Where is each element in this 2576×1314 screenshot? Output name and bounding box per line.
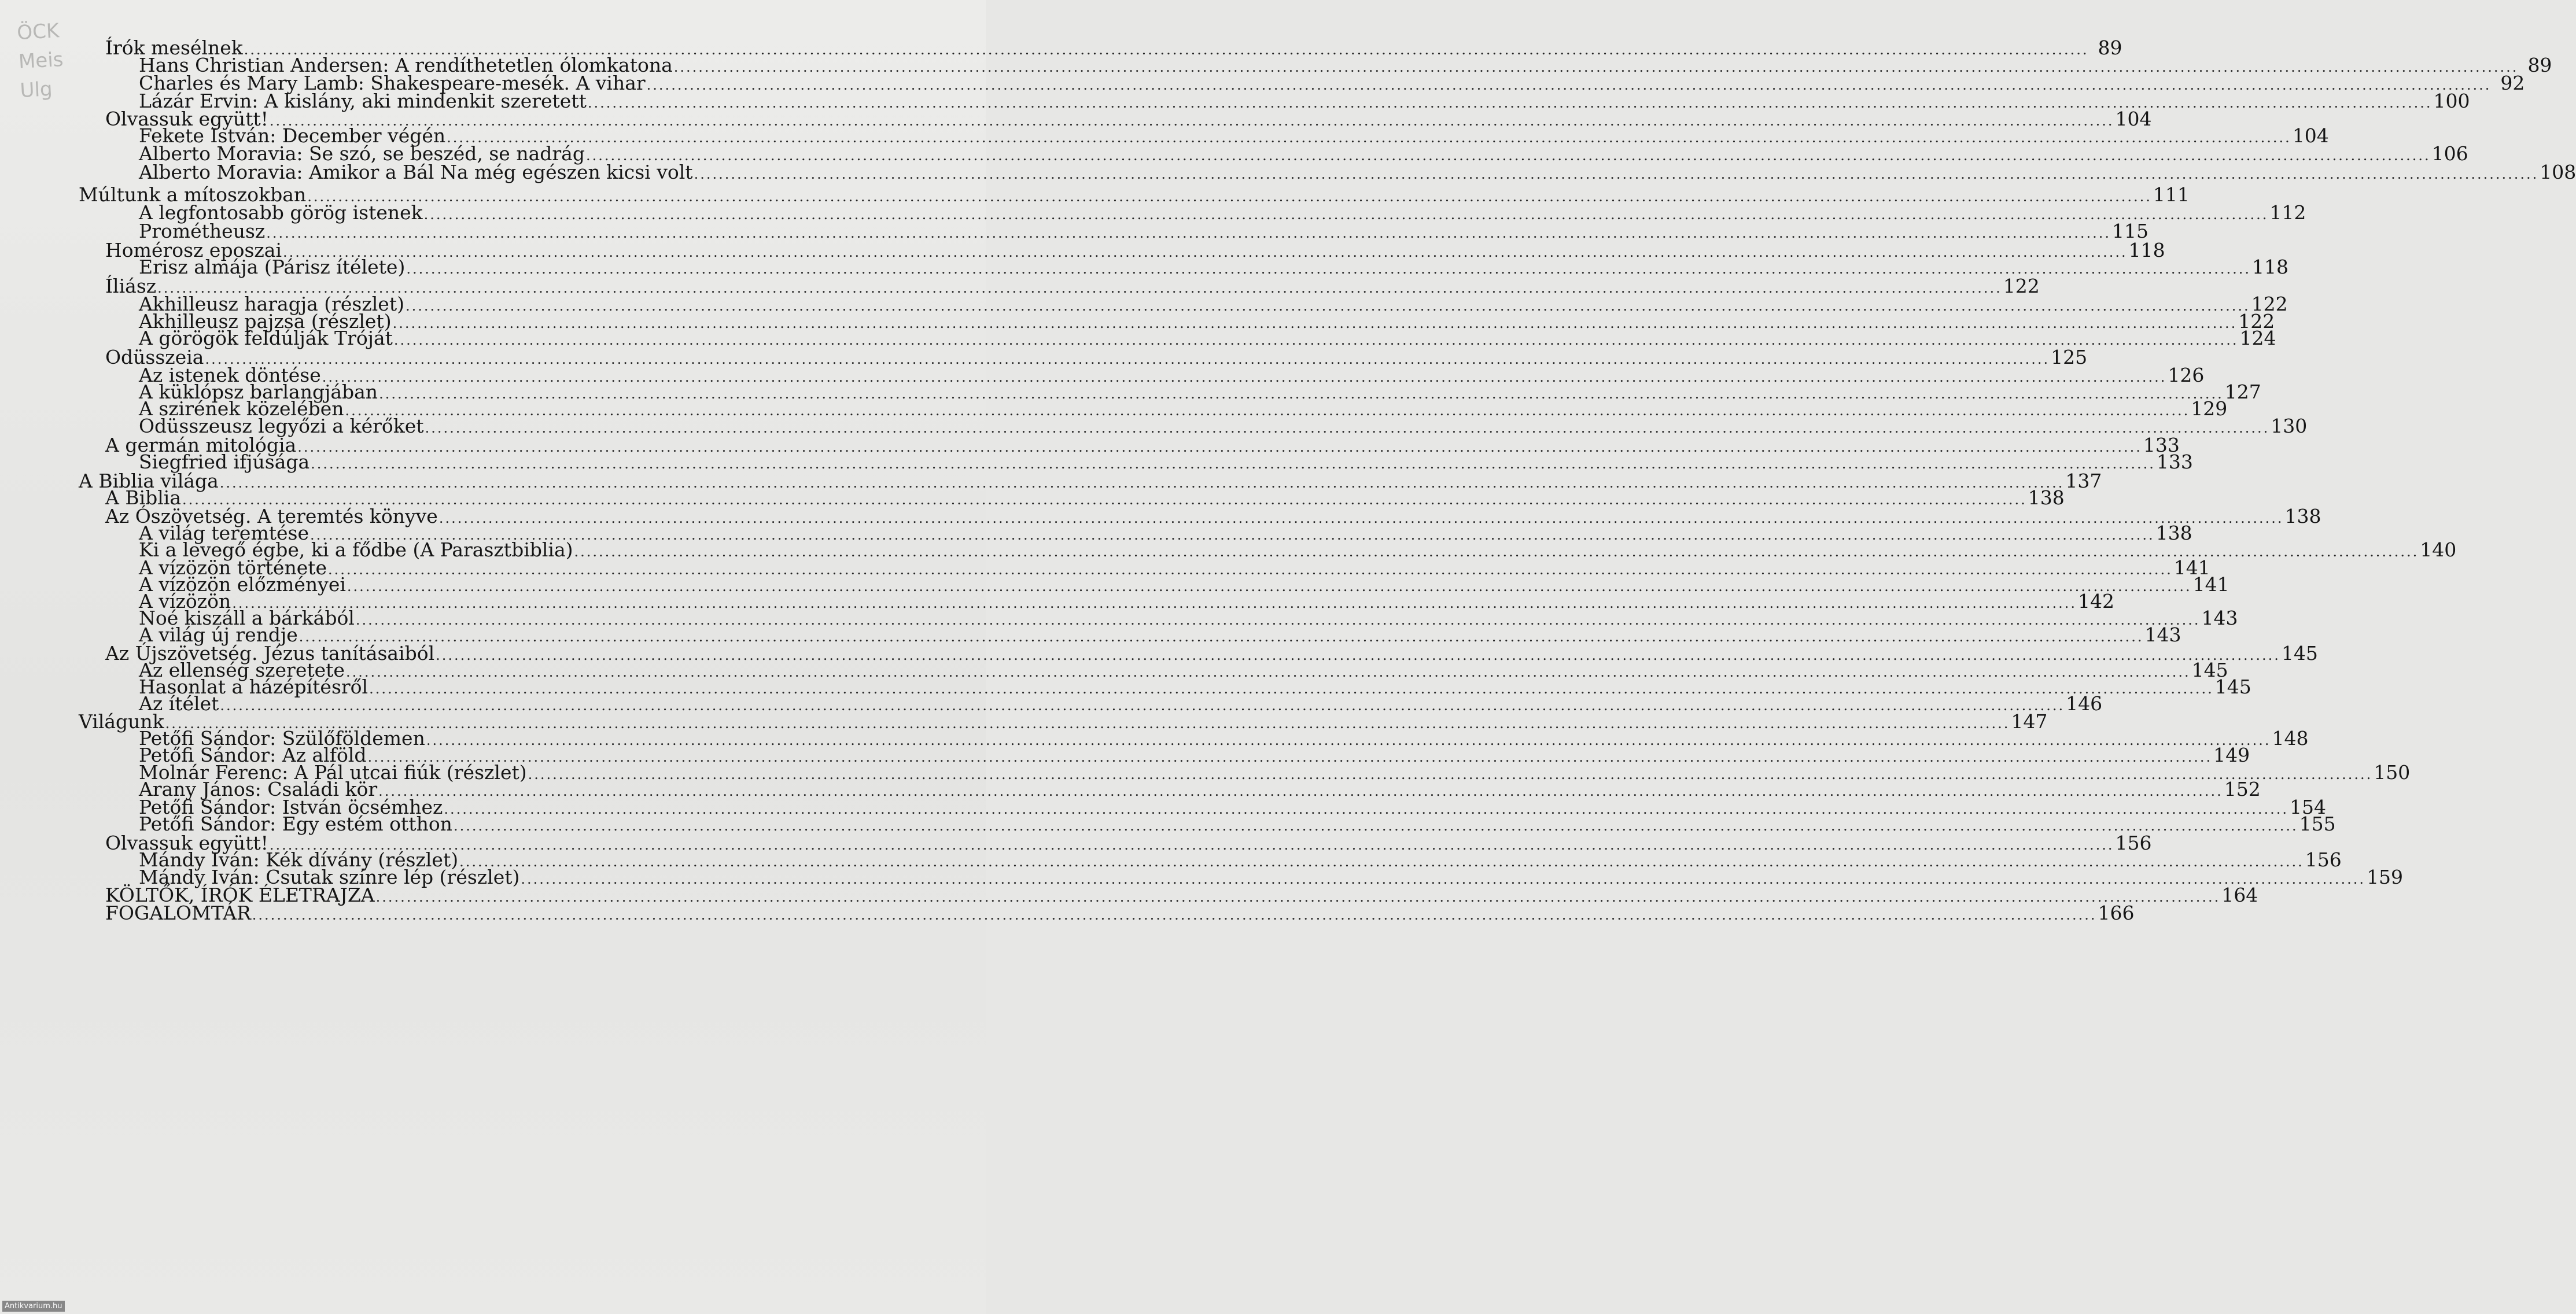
dot-leader: ............................................................................................................................................................................................................................................................................................................ [310, 526, 2155, 543]
dot-leader: ............................................................................................................................................................................................................................................................................................................ [378, 783, 2223, 799]
dot-leader: ............................................................................................................................................................................................................................................................................................................ [367, 749, 2213, 766]
toc-entry-title: Íliász [105, 275, 157, 298]
dot-leader: ............................................................................................................................................................................................................................................................................................................ [587, 94, 2433, 111]
dot-leader: ............................................................................................................................................................................................................................................................................................................ [392, 315, 2238, 331]
toc-entry [139, 160, 2576, 184]
toc-entry-page: 166 [2098, 901, 2135, 924]
toc-entry-title: Noé kiszáll a bárkából [139, 607, 355, 630]
toc-entry-title: Az ítélet [139, 692, 219, 715]
toc-entry-title: Charles és Mary Lamb: Shakespeare-mesék. A vihar [139, 71, 646, 94]
toc-entry-title: Molnár Ferenc: A Pál utcai fiúk (részlet) [139, 761, 527, 784]
toc-entry-page: 104 [2115, 108, 2152, 131]
toc-entry-page: 133 [2143, 433, 2180, 456]
dot-leader: ............................................................................................................................................................................................................................................................................................................ [347, 578, 2192, 595]
dot-leader: ............................................................................................................................................................................................................................................................................................................ [426, 732, 2271, 749]
toc-entry-title: A Biblia [105, 486, 182, 510]
toc-entry-title: Olvassuk együtt! [105, 832, 268, 855]
dot-leader: ............................................................................................................................................................................................................................................................................................................ [444, 800, 2289, 817]
toc-entry-title: Írók mesélnek [105, 36, 243, 60]
watermark: Antikvarium.hu [2, 1301, 65, 1312]
dot-leader: ............................................................................................................................................................................................................................................................................................................ [157, 280, 2002, 297]
dot-leader: ............................................................................................................................................................................................................................................................................................................ [574, 543, 2419, 560]
toc-entry-page: 154 [2290, 795, 2327, 818]
toc-entry-title: Alberto Moravia: Se szó, se beszéd, se nadrág [139, 142, 585, 165]
toc-entry-title: Az Ószövetség. A teremtés könyve [105, 504, 438, 527]
toc-entry-page: 143 [2144, 623, 2181, 647]
toc-entry-title: Múltunk a mítoszokban [79, 183, 307, 206]
toc-entry-title: KÖLTŐK, ÍRÓK ÉLETRAJZA [105, 883, 375, 906]
toc-entry-page: 149 [2213, 744, 2250, 767]
toc-entry-page: 126 [2168, 364, 2205, 387]
toc-entry-title: Akhilleusz pajzsa (részlet) [139, 309, 392, 333]
toc-entry-title: Prométheusz [139, 219, 266, 242]
toc-entry-title: Petőfi Sándor: István öcsémhez [139, 795, 443, 818]
dot-leader: ............................................................................................................................................................................................................................................................................................................ [266, 224, 2111, 241]
toc-entry-title: A küklópsz barlangjában [139, 381, 378, 404]
toc-entry-page: 147 [2011, 710, 2048, 733]
toc-entry-page: 112 [2269, 201, 2306, 224]
toc-entry-title: A germán mitológia [105, 433, 297, 456]
toc-entry-page: 145 [2214, 675, 2251, 698]
dot-leader: ............................................................................................................................................................................................................................................................................................................ [453, 818, 2298, 834]
toc-entry-page: 146 [2066, 692, 2103, 715]
toc-entry-page: 89 [2098, 36, 2122, 60]
dot-leader: ............................................................................................................................................................................................................................................................................................................ [244, 42, 2089, 58]
dot-leader: ............................................................................................................................................................................................................................................................................................................ [283, 243, 2128, 260]
toc-entry-page: 145 [2191, 658, 2228, 681]
dot-leader: ............................................................................................................................................................................................................................................................................................................ [165, 715, 2010, 732]
toc-entry-page: 130 [2271, 414, 2308, 437]
toc-entry-page: 138 [2284, 504, 2321, 527]
toc-entry-page: 100 [2433, 89, 2470, 112]
toc-entry-page: 125 [2051, 345, 2088, 368]
toc-entry-title: A Biblia világa [79, 470, 219, 493]
toc-entry-page: 122 [2238, 309, 2275, 333]
dot-leader: ............................................................................................................................................................................................................................................................................................................ [585, 147, 2431, 164]
dot-leader: ............................................................................................................................................................................................................................................................................................................ [447, 130, 2291, 146]
toc-entry-page: 137 [2065, 470, 2102, 493]
toc-entry-title: Világunk [79, 710, 164, 733]
toc-entry-page: 127 [2224, 381, 2261, 404]
toc-entry-title: A vízözön [139, 590, 231, 613]
toc-entry-title: Siegfried ifjúsága [139, 450, 310, 473]
dot-leader: ............................................................................................................................................................................................................................................................................................................ [528, 766, 2373, 783]
toc-entry-page: 143 [2201, 607, 2238, 630]
toc-entry-page: 142 [2077, 590, 2114, 613]
toc-entry-title: A szirének közelében [139, 397, 344, 420]
dot-leader: ............................................................................................................................................................................................................................................................................................................ [297, 438, 2142, 455]
toc-entry-title: Lázár Ervin: A kislány, aki mindenkit szeretett [139, 89, 587, 112]
dot-leader: ............................................................................................................................................................................................................................................................................................................ [345, 663, 2191, 680]
toc-entry-page: 89 [2527, 53, 2552, 76]
dot-leader: ............................................................................................................................................................................................................................................................................................................ [182, 492, 2027, 508]
dot-leader: ............................................................................................................................................................................................................................................................................................................ [252, 906, 2097, 923]
toc-entry-title: Petőfi Sándor: Szülőföldemen [139, 727, 425, 750]
toc-entry-page: 129 [2191, 397, 2228, 420]
dot-leader: ............................................................................................................................................................................................................................................................................................................ [438, 510, 2284, 526]
pencil-annotation: ÖCK Meis Ulg [16, 19, 64, 102]
toc-entry-page: 140 [2420, 538, 2457, 561]
dot-leader: ............................................................................................................................................................................................................................................................................................................ [646, 76, 2492, 93]
toc-entry-page: 145 [2281, 641, 2318, 665]
toc-entry-page: 138 [2155, 521, 2192, 544]
toc-entry-page: 138 [2028, 486, 2065, 510]
dot-leader: ............................................................................................................................................................................................................................................................................................................ [311, 455, 2155, 472]
toc-entry-page: 164 [2221, 883, 2258, 906]
toc-entry-title: Petőfi Sándor: Egy estém otthon [139, 813, 452, 835]
toc-entry-title: Hans Christian Andersen: A rendíthetetlen ólomkatona [139, 53, 673, 76]
dot-leader: ............................................................................................................................................................................................................................................................................................................ [269, 113, 2114, 130]
dot-leader: ............................................................................................................................................................................................................................................................................................................ [345, 403, 2190, 419]
toc-entry-title: A legfontosabb görög istenek [139, 201, 423, 224]
toc-entry-title: Az Újszövetség. Jézus tanításaiból [105, 641, 435, 665]
toc-entry-title: Ki a levegő égbe, ki a fődbe (A Parasztbiblia) [139, 538, 573, 561]
toc-entry-title: Mándy Iván: Kék dívány (részlet) [139, 848, 459, 872]
toc-entry-page: 104 [2292, 124, 2329, 147]
toc-entry-title: A világ teremtése [139, 521, 309, 544]
dot-leader: ............................................................................................................................................................................................................................................................................................................ [521, 870, 2366, 887]
toc-entry-title: Hasonlat a házépítésről [139, 675, 368, 698]
toc-entry-page: 156 [2115, 832, 2152, 855]
toc-entry-page: 118 [2128, 238, 2165, 261]
toc-entry-page: 156 [2305, 848, 2342, 872]
toc-entry-page: 122 [2003, 275, 2040, 298]
dot-leader: ............................................................................................................................................................................................................................................................................................................ [673, 58, 2519, 75]
toc-entry-title: Erisz almája (Párisz ítélete) [139, 255, 406, 278]
toc-entry-page: 124 [2239, 326, 2276, 349]
toc-entry-title: A görögök feldúlják Tróját [139, 326, 393, 349]
toc-entry-title: Odüsszeia [105, 345, 204, 368]
dot-leader: ............................................................................................................................................................................................................................................................................................................ [298, 629, 2144, 645]
toc-entry-title: Az istenek döntése [139, 364, 321, 387]
toc-entry-title: A vízözön története [139, 556, 327, 579]
toc-entry [105, 901, 2135, 925]
dot-leader: ............................................................................................................................................................................................................................................................................................................ [205, 350, 2050, 367]
dot-leader: ............................................................................................................................................................................................................................................................................................................ [379, 386, 2224, 403]
toc-entry-page: 141 [2192, 573, 2229, 596]
dot-leader: ............................................................................................................................................................................................................................................................................................................ [694, 165, 2539, 182]
toc-entry-page: 108 [2540, 160, 2576, 183]
dot-leader: ............................................................................................................................................................................................................................................................................................................ [459, 854, 2304, 870]
toc-entry-title: Petőfi Sándor: Az alföld [139, 744, 367, 767]
dot-leader: ............................................................................................................................................................................................................................................................................................................ [423, 206, 2269, 223]
toc-entry-page: 159 [2367, 865, 2404, 888]
toc-entry-page: 111 [2153, 183, 2190, 206]
dot-leader: ............................................................................................................................................................................................................................................................................................................ [375, 888, 2221, 905]
toc-entry-page: 150 [2374, 761, 2411, 784]
toc-entry-page: 148 [2272, 727, 2309, 750]
dot-leader: ............................................................................................................................................................................................................................................................................................................ [405, 298, 2250, 315]
toc-entry-title: A vízözön előzményei [139, 573, 346, 596]
toc-entry-title: Alberto Moravia: Amikor a Bál Na még egészen kicsi volt [139, 160, 693, 183]
dot-leader: ............................................................................................................................................................................................................................................................................................................ [322, 369, 2167, 386]
toc-entry-page: 115 [2111, 219, 2148, 242]
toc-entry-page: 92 [2500, 71, 2525, 94]
toc-entry-page: 122 [2251, 293, 2288, 316]
toc-entry-title: Az ellenség szeretete [139, 658, 345, 681]
toc-entry-title: Homérosz eposzai [105, 238, 282, 261]
toc-entry-title: Arany János: Családi kör [139, 777, 378, 800]
toc-entry-title: Odüsszeusz legyőzi a kérőket [139, 414, 424, 437]
toc-entry-title: Akhilleusz haragja (részlet) [139, 293, 404, 316]
dot-leader: ............................................................................................................................................................................................................................................................................................................ [232, 595, 2077, 612]
toc-entry-title: Olvassuk együtt! [105, 108, 268, 131]
dot-leader: ............................................................................................................................................................................................................................................................................................................ [328, 561, 2173, 578]
dot-leader: ............................................................................................................................................................................................................................................................................................................ [307, 189, 2152, 205]
toc-entry-page: 152 [2224, 777, 2261, 800]
dot-leader: ............................................................................................................................................................................................................................................................................................................ [406, 260, 2251, 277]
dot-leader: ............................................................................................................................................................................................................................................................................................................ [355, 612, 2201, 629]
dot-leader: ............................................................................................................................................................................................................................................................................................................ [436, 647, 2280, 663]
toc-entry-title: Fekete István: December végén [139, 124, 446, 147]
dot-leader: ............................................................................................................................................................................................................................................................................................................ [369, 680, 2214, 697]
dot-leader: ............................................................................................................................................................................................................................................................................................................ [393, 331, 2239, 348]
toc-entry-page: 118 [2252, 255, 2288, 278]
dot-leader: ............................................................................................................................................................................................................................................................................................................ [220, 697, 2065, 714]
dot-leader: ............................................................................................................................................................................................................................................................................................................ [269, 837, 2114, 854]
dot-leader: ............................................................................................................................................................................................................................................................................................................ [425, 419, 2270, 436]
toc-entry-page: 106 [2431, 142, 2468, 165]
toc-entry-page: 133 [2156, 450, 2193, 473]
dot-leader: ............................................................................................................................................................................................................................................................................................................ [219, 475, 2065, 492]
toc-entry-page: 141 [2173, 556, 2210, 579]
toc-entry-title: FOGALOMTÁR [105, 901, 251, 924]
toc-entry-title: Mándy Iván: Csutak színre lép (részlet) [139, 865, 520, 888]
toc-entry-title: A világ új rendje [139, 623, 298, 647]
toc-entry-page: 155 [2299, 813, 2336, 835]
